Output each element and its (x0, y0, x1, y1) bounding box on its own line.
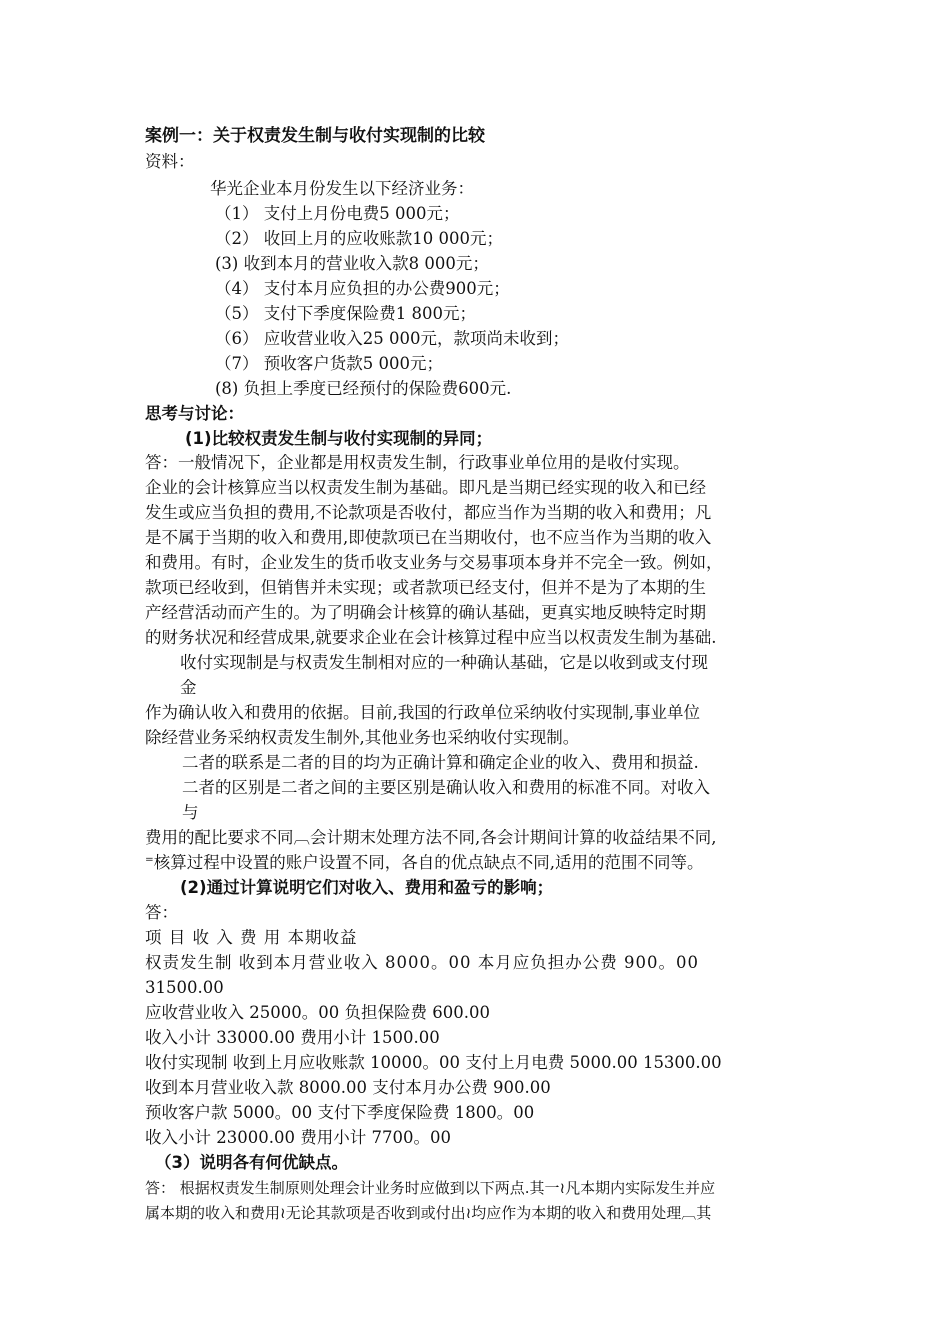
list-item: （5） 支付下季度保险费1 800元； (215, 304, 476, 323)
calc-line: 收入小计 33000.00 费用小计 1500.00 (145, 1028, 440, 1047)
answer-line: ⁼核算过程中设置的账户设置不同，各自的优点缺点不同,适用的范围不同等。 (145, 853, 704, 872)
answer-line: 的财务状况和经营成果,就要求企业在会计核算过程中应当以权责发生制为基础. (145, 628, 717, 647)
calc-line: 收到本月营业收入款 8000.00 支付本月办公费 900.00 (145, 1078, 551, 1097)
answer-line: 与 (182, 803, 199, 822)
answer-line: 二者的区别是二者之间的主要区别是确认收入和费用的标准不同。对收入 (182, 778, 710, 797)
calc-line: 收付实现制 收到上月应收账款 10000。00 支付上月电费 5000.00 15300.00 (145, 1053, 722, 1072)
answer-line: 作为确认收入和费用的依据。目前,我国的行政单位采纳收付实现制,事业单位 (145, 703, 700, 722)
calc-line: 权责发生制 收到本月营业收入 8000。00 本月应负担办公费 900。00 (145, 953, 699, 972)
answer-line: 企业的会计核算应当以权责发生制为基础。即凡是当期已经实现的收入和已经 (145, 478, 706, 497)
answer-line: 产经营活动而产生的。为了明确会计核算的确认基础，更真实地反映特定时期 (145, 603, 706, 622)
calc-line: 预收客户款 5000。00 支付下季度保险费 1800。00 (145, 1103, 535, 1122)
answer-line: 和费用。有时，企业发生的货币收支业务与交易事项本身并不完全一致。例如， (145, 553, 723, 572)
list-item: （7） 预收客户货款5 000元； (215, 354, 443, 373)
calc-line: 应收营业收入 25000。00 负担保险费 600.00 (145, 1003, 490, 1022)
answer-line: 金 (180, 678, 197, 697)
answer-line: 是不属于当期的收入和费用,即使款项已在当期收付，也不应当作为当期的收入 (145, 528, 712, 547)
question-1: (1)比较权责发生制与收付实现制的异同； (185, 429, 493, 448)
question-3: （3）说明各有何优缺点。 (155, 1153, 348, 1172)
list-item: （2） 收回上月的应收账款10 000元； (215, 229, 503, 248)
intro-text: 华光企业本月份发生以下经济业务： (210, 179, 474, 198)
list-item: （6） 应收营业收入25 000元，款项尚未收到； (215, 329, 569, 348)
answer-line: 二者的联系是二者的目的均为正确计算和确定企业的收入、费用和损益. (182, 753, 699, 772)
discussion-heading: 思考与讨论： (145, 404, 244, 423)
material-label: 资料： (145, 152, 195, 171)
answer-line: 除经营业务采纳权责发生制外,其他业务也采纳收付实现制。 (145, 728, 580, 747)
case-title: 案例一：关于权责发生制与收付实现制的比较 (145, 126, 485, 146)
answer-line: 收付实现制是与权责发生制相对应的一种确认基础，它是以收到或支付现 (180, 653, 708, 672)
answer-line: 费用的配比要求不同︹会计期末处理方法不同,各会计期间计算的收益结果不同, (145, 828, 717, 847)
calc-line: 收入小计 23000.00 费用小计 7700。00 (145, 1128, 451, 1147)
calc-line: 项 目 收 入 费 用 本期收益 (145, 928, 358, 947)
list-item: (8) 负担上季度已经预付的保险费600元. (215, 379, 512, 398)
answer-line: 属本期的收入和费用≀无论其款项是否收到或付出≀均应作为本期的收入和费用处理︹其 (145, 1204, 712, 1222)
question-2: (2)通过计算说明它们对收入、费用和盈亏的影响； (180, 878, 554, 897)
list-item: （1） 支付上月份电费5 000元； (215, 204, 460, 223)
answer-line: 款项已经收到，但销售并未实现；或者款项已经支付，但并不是为了本期的生 (145, 578, 706, 597)
list-item: （4） 支付本月应负担的办公费900元； (215, 279, 510, 298)
answer-label: 答： (145, 903, 178, 922)
answer-line: 答： 根据权责发生制原则处理会计业务时应做到以下两点.其一≀凡本期内实际发生并应 (145, 1179, 716, 1197)
calc-line: 31500.00 (145, 978, 224, 997)
answer-line: 答：一般情况下，企业都是用权责发生制，行政事业单位用的是收付实现。 (145, 453, 690, 472)
list-item: (3) 收到本月的营业收入款8 000元； (215, 254, 489, 273)
answer-line: 发生或应当负担的费用,不论款项是否收付，都应当作为当期的收入和费用；凡 (145, 503, 712, 522)
